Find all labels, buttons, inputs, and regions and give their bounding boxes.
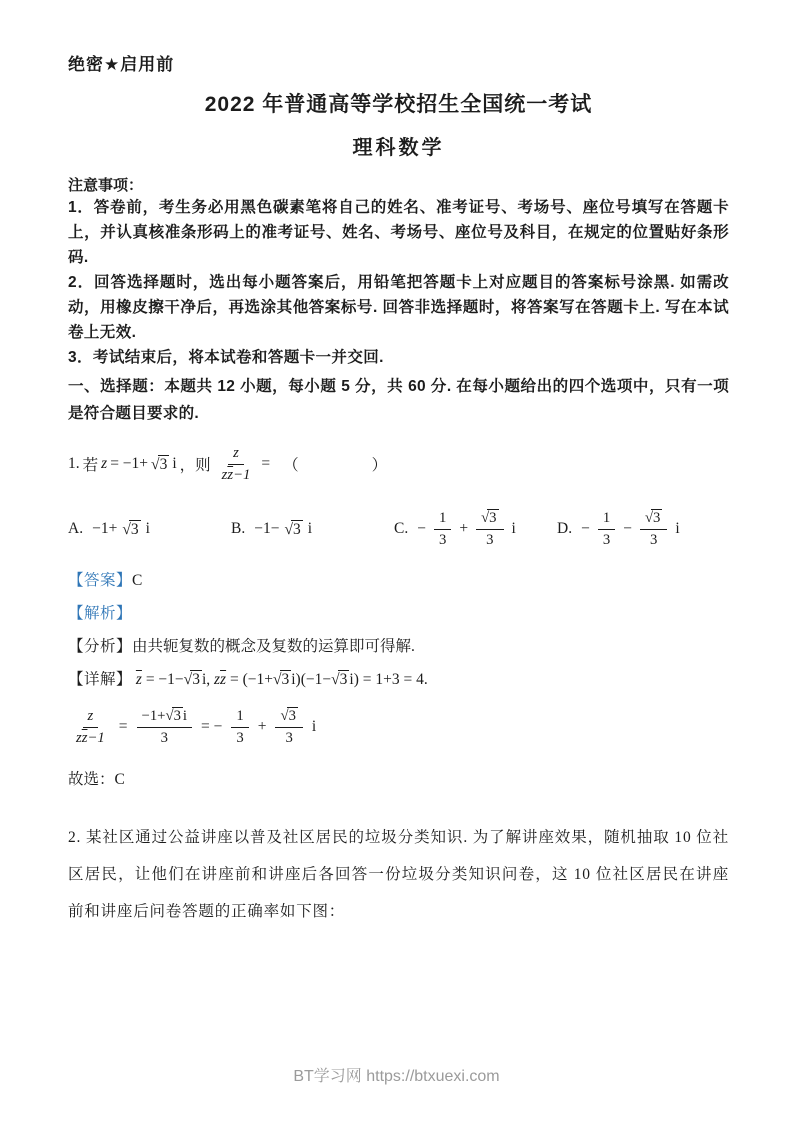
section-one-heading: 一、选择题：本题共 12 小题，每小题 5 分，共 60 分. 在每小题给出的四个选项中，只有一项是符合题目要求的. [68, 378, 729, 422]
detail-z2: z [214, 671, 221, 688]
detail-zbar2: $\overline{z}$ [220, 671, 227, 688]
sqrt-radical [284, 520, 302, 539]
answer-value: C [132, 572, 143, 589]
option-c-sign: − [417, 520, 426, 537]
sqrt-radical [184, 671, 202, 688]
q1-options [68, 503, 729, 555]
sqrt-radical [645, 510, 662, 526]
sqrt-radical [481, 510, 498, 526]
detail-t1: = −1− [141, 671, 184, 688]
solution-fraction-4 [275, 707, 302, 747]
solution-fraction-2 [137, 707, 193, 747]
fraction-numerator [640, 509, 667, 529]
q1-lead: 若 [82, 457, 99, 474]
q1-stem [68, 439, 729, 489]
notice-item-1: 1．答卷前，考生务必用黑色碳素笔将自己的姓名、准考证号、考场号、座位号填写在答题卡上，并认真核准条形码上的准考证号、姓名、考场号、座位号及科目，在规定的位置贴好条形码. [68, 199, 729, 266]
explain-label: 【解析】 [68, 605, 133, 622]
sqrt-radical [165, 708, 182, 724]
radical-sign-icon: √ [284, 520, 293, 538]
fraction-denominator: 3 [438, 531, 447, 548]
conclusion-value: C [114, 771, 125, 788]
solution-eq1: = [118, 718, 128, 735]
sqrt-radical [331, 671, 349, 688]
option-c-op: + [459, 520, 469, 537]
f2-post: i [182, 708, 188, 725]
sqrt-radical [151, 455, 169, 474]
radicand: 3 [292, 520, 301, 538]
classification-banner: 绝密★启用前 [68, 55, 175, 74]
document-subtitle: 理科数学 [352, 137, 445, 159]
sqrt-radical [280, 708, 297, 724]
option-b [231, 520, 394, 539]
option-b-label: B. [231, 520, 246, 537]
radical-sign-icon: √ [122, 520, 131, 538]
radical-sign-icon: √ [644, 510, 654, 527]
fraction-numerator: z [228, 444, 244, 464]
fraction-denominator: 3 [649, 531, 658, 548]
radicand: 3 [192, 671, 200, 688]
option-c-fraction-1 [434, 509, 451, 549]
radical-sign-icon: √ [280, 708, 289, 725]
solution-eq2: = − [201, 718, 223, 735]
notice-item-3: 3．考试结束后，将本试卷和答题卡一并交回. [68, 349, 384, 366]
option-a-label: A. [68, 520, 84, 537]
fraction-numerator [476, 509, 503, 529]
fraction-denominator: 3 [486, 531, 494, 548]
option-d-label: D. [557, 520, 573, 537]
q2-stem: 2. 某社区通过公益讲座以普及社区居民的垃圾分类知识. 为了解讲座效果，随机抽取 10 位社区居民，让他们在讲座前和讲座后各回答一份垃圾分类知识问卷，这 10 位社区居民在讲座前和讲座后问卷答题的正确率如下图： [68, 829, 729, 920]
document-title: 2022 年普通高等学校招生全国统一考试 [204, 93, 593, 116]
q1-equals: = [261, 455, 271, 472]
analysis-label: 【分析】 [68, 638, 133, 655]
conclusion-label: 故选： [68, 771, 115, 788]
site-watermark: BT学习网 https://btxuexi.com [293, 1068, 500, 1085]
fraction-denominator [217, 465, 256, 484]
option-d-fraction-2 [640, 509, 667, 549]
answer-label: 【答案】 [68, 572, 133, 589]
fraction-denominator: 3 [236, 729, 244, 746]
option-d-post: i [675, 520, 680, 537]
notices-heading: 注意事项： [68, 177, 144, 194]
fraction-denominator: 3 [160, 729, 168, 746]
detail-t2: i, [201, 671, 214, 688]
radicand: 3 [489, 510, 497, 527]
option-d [557, 509, 680, 549]
radicand: 3 [130, 520, 139, 538]
fraction-numerator [137, 707, 193, 727]
sqrt-radical [273, 671, 291, 688]
option-c-post: i [511, 520, 516, 537]
detail-label: 【详解】 [68, 671, 133, 688]
radicand: 3 [653, 510, 661, 527]
q1-detail-line [68, 667, 729, 689]
radicand: 3 [339, 671, 348, 688]
q1-given-z: z [101, 455, 108, 472]
detail-t5: i) = 1+3 = 4. [349, 671, 428, 688]
fraction-denominator [71, 728, 110, 747]
option-a [68, 520, 231, 539]
q1-then: ，则 [179, 457, 211, 474]
fraction-numerator [275, 707, 302, 727]
radical-sign-icon: √ [151, 455, 160, 473]
den-rest: −1 [87, 729, 105, 746]
fraction-numerator: 1 [434, 509, 451, 529]
q1-solution-equation [68, 701, 729, 753]
option-b-post: i [307, 520, 313, 537]
option-d-fraction-1 [598, 509, 615, 549]
den-zbar: $\overline{z}$ [81, 729, 88, 746]
solution-tail-i: i [311, 718, 317, 735]
option-a-post: i [145, 520, 150, 537]
option-d-sign: − [581, 520, 590, 537]
den-rest: −1 [233, 466, 251, 483]
fraction-numerator: z [83, 707, 99, 727]
den-zbar: $\overline{z}$ [227, 466, 234, 483]
solution-fraction-1 [71, 707, 110, 747]
fraction-denominator: 3 [285, 729, 293, 746]
notice-item-2: 2．回答选择题时，选出每小题答案后，用铅笔把答题卡上对应题目的答案标号涂黑. 如需改动，用橡皮擦干净后，再选涂其他答案标号. 回答非选择题时，将答案写在答题卡上. 写在本试卷上无效. [68, 274, 729, 341]
radicand: 3 [281, 671, 290, 688]
f2-pre: −1+ [141, 708, 166, 725]
q1-fraction [217, 444, 256, 484]
option-b-pre: −1− [254, 520, 280, 537]
q1-number: 1. [68, 455, 80, 472]
fraction-denominator: 3 [602, 531, 611, 548]
radical-sign-icon: √ [331, 671, 340, 688]
radical-sign-icon: √ [481, 510, 490, 527]
radical-sign-icon: √ [272, 671, 282, 688]
fraction-numerator: 1 [231, 707, 248, 727]
q1-given-post: i [172, 455, 177, 472]
radicand: 3 [159, 455, 168, 473]
detail-t4: i)(−1− [291, 671, 332, 688]
radicand: 3 [173, 708, 181, 725]
q1-answer-paren: （ ） [283, 457, 402, 474]
fraction-numerator: 1 [598, 509, 615, 529]
q1-given-mid: = −1+ [110, 455, 149, 472]
detail-zbar: $\overline{z}$ [135, 671, 142, 688]
option-a-pre: −1+ [92, 520, 118, 537]
q1-conclusion [68, 767, 729, 789]
den-z: z [221, 466, 228, 483]
radicand: 3 [288, 708, 296, 725]
sqrt-radical [122, 520, 140, 539]
radical-sign-icon: √ [183, 671, 193, 688]
detail-t3: = (−1+ [226, 671, 273, 688]
analysis-text: 由共轭复数的概念及复数的运算即可得解. [132, 638, 415, 655]
q1-explain-label-line [68, 601, 729, 623]
solution-plus: + [257, 718, 267, 735]
radical-sign-icon: √ [165, 708, 174, 725]
option-c-label: C. [394, 520, 409, 537]
den-z: z [76, 729, 82, 746]
q1-analysis-line [68, 634, 729, 656]
option-d-op: − [623, 520, 632, 537]
option-c-fraction-2 [476, 509, 503, 549]
q1-answer-line [68, 568, 729, 590]
option-c [394, 509, 557, 549]
solution-fraction-3 [231, 707, 248, 747]
